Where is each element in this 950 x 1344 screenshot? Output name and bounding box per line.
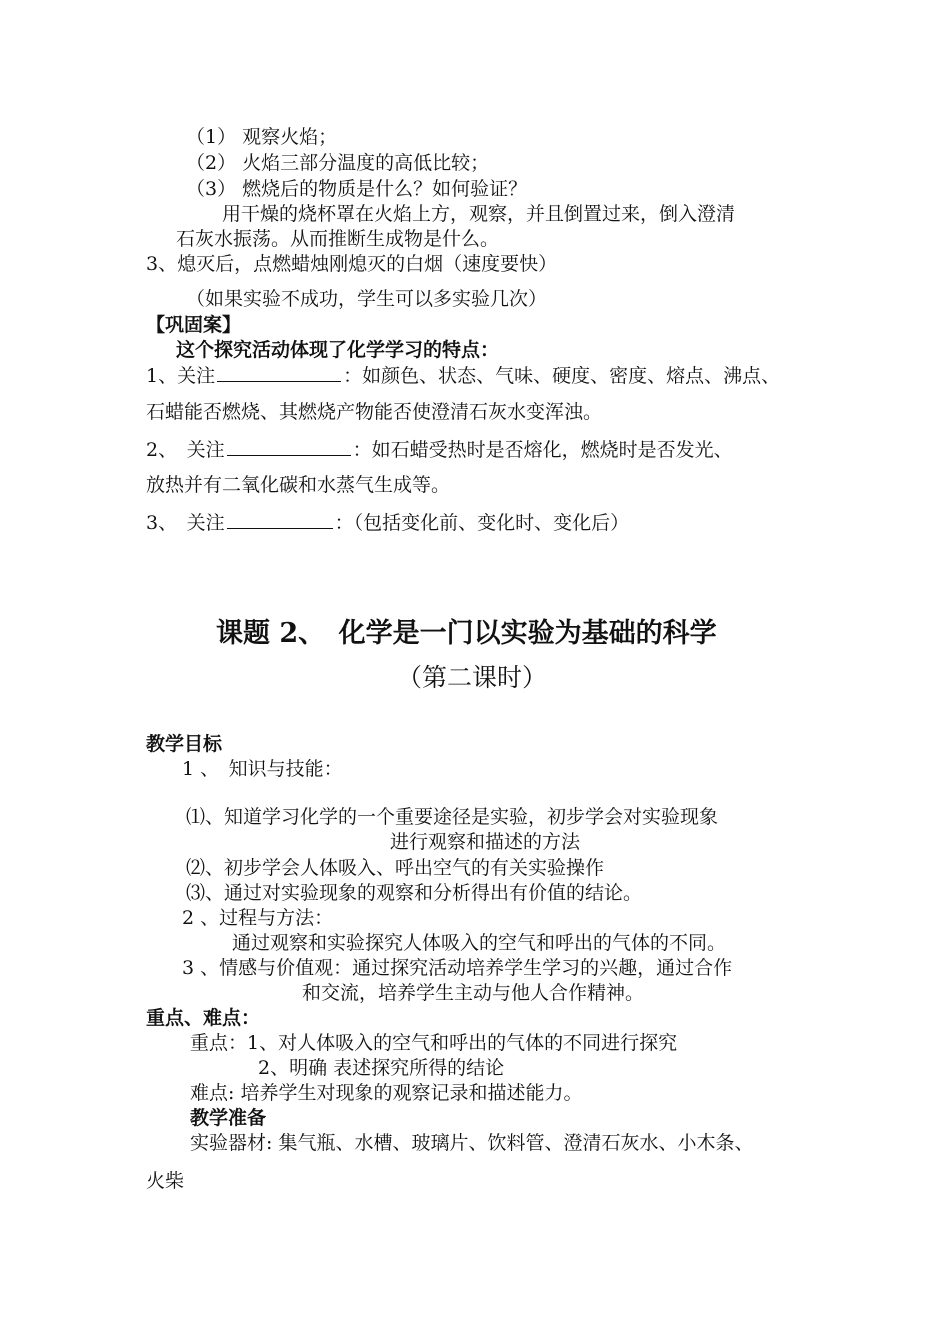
item2-blank[interactable] <box>227 437 351 456</box>
key-point-2: 2、明确 表述探究所得的结论 <box>258 1057 505 1079</box>
flame-temperature-line: （2） 火焰三部分温度的高低比较； <box>186 152 490 174</box>
verify-method-line-1: 用干燥的烧杯罩在火焰上方，观察，并且倒置过来，倒入澄清 <box>222 203 736 225</box>
verify-method-line-2: 石灰水振荡。从而推断生成物是什么。 <box>176 228 500 250</box>
difficulty-line: 难点: 培养学生对现象的观察记录和描述能力。 <box>190 1082 583 1104</box>
knowledge-item-1a: ⑴、知道学习化学的一个重要途径是实验，初步学会对实验现象 <box>186 806 719 828</box>
item1-line <box>146 363 780 387</box>
goals-heading: 教学目标 <box>146 733 223 755</box>
materials-line-1: 实验器材: 集气瓶、水槽、玻璃片、饮料管、澄清石灰水、小木条、 <box>190 1132 754 1154</box>
item3-blank[interactable] <box>227 510 333 529</box>
observe-flame-line: （1） 观察火焰； <box>186 126 338 148</box>
item1-suffix: ：如颜色、状态、气味、硬度、密度、熔点、沸点、 <box>343 365 781 387</box>
prep-heading: 教学准备 <box>190 1107 267 1129</box>
retry-note: （如果实验不成功，学生可以多实验几次） <box>186 288 548 310</box>
knowledge-item-3: ⑶、通过对实验现象的观察和分析得出有价值的结论。 <box>186 882 643 904</box>
consolidate-intro: 这个探究活动体现了化学学习的特点： <box>176 339 500 361</box>
consolidate-heading: 【巩固案】 <box>146 314 242 336</box>
key-point-1: 重点：1、对人体吸入的空气和呼出的气体的不同进行探究 <box>190 1032 678 1054</box>
item2-suffix: ：如石蜡受热时是否熔化，燃烧时是否发光、 <box>352 439 733 461</box>
item1-continuation: 石蜡能否燃烧、其燃烧产物能否使澄清石灰水变浑浊。 <box>146 401 603 423</box>
process-heading: 2 、过程与方法： <box>182 907 334 929</box>
knowledge-item-2: ⑵、初步学会人体吸入、呼出空气的有关实验操作 <box>186 857 605 879</box>
item3-line <box>146 510 629 534</box>
step3-line: 3、熄灭后，点燃蜡烛刚熄灭的白烟（速度要快） <box>146 253 558 275</box>
item2-line <box>146 437 733 461</box>
combustion-product-line: （3） 燃烧后的物质是什么？如何验证？ <box>186 178 528 200</box>
item1-blank[interactable] <box>217 363 341 382</box>
lesson-title: 课题 2、 化学是一门以实验为基础的科学 <box>216 618 717 649</box>
item2-prefix: 2、 关注 <box>146 439 225 461</box>
item2-continuation: 放热并有二氧化碳和水蒸气生成等。 <box>146 474 451 496</box>
keypoints-heading: 重点、难点： <box>146 1007 261 1029</box>
process-text: 通过观察和实验探究人体吸入的空气和呼出的气体的不同。 <box>232 932 727 954</box>
item1-prefix: 1、关注 <box>146 365 216 387</box>
materials-line-2: 火柴 <box>146 1170 185 1192</box>
item3-suffix: ：（包括变化前、变化时、变化后） <box>334 512 630 534</box>
lesson-subtitle: （第二课时） <box>397 663 548 692</box>
knowledge-item-1b: 进行观察和描述的方法 <box>390 831 581 853</box>
knowledge-heading: 1 、 知识与技能： <box>182 758 343 780</box>
emotion-line-2: 和交流，培养学生主动与他人合作精神。 <box>302 982 645 1004</box>
emotion-line-1: 3 、情感与价值观：通过探究活动培养学生学习的兴趣，通过合作 <box>182 957 733 979</box>
item3-prefix: 3、 关注 <box>146 512 225 534</box>
